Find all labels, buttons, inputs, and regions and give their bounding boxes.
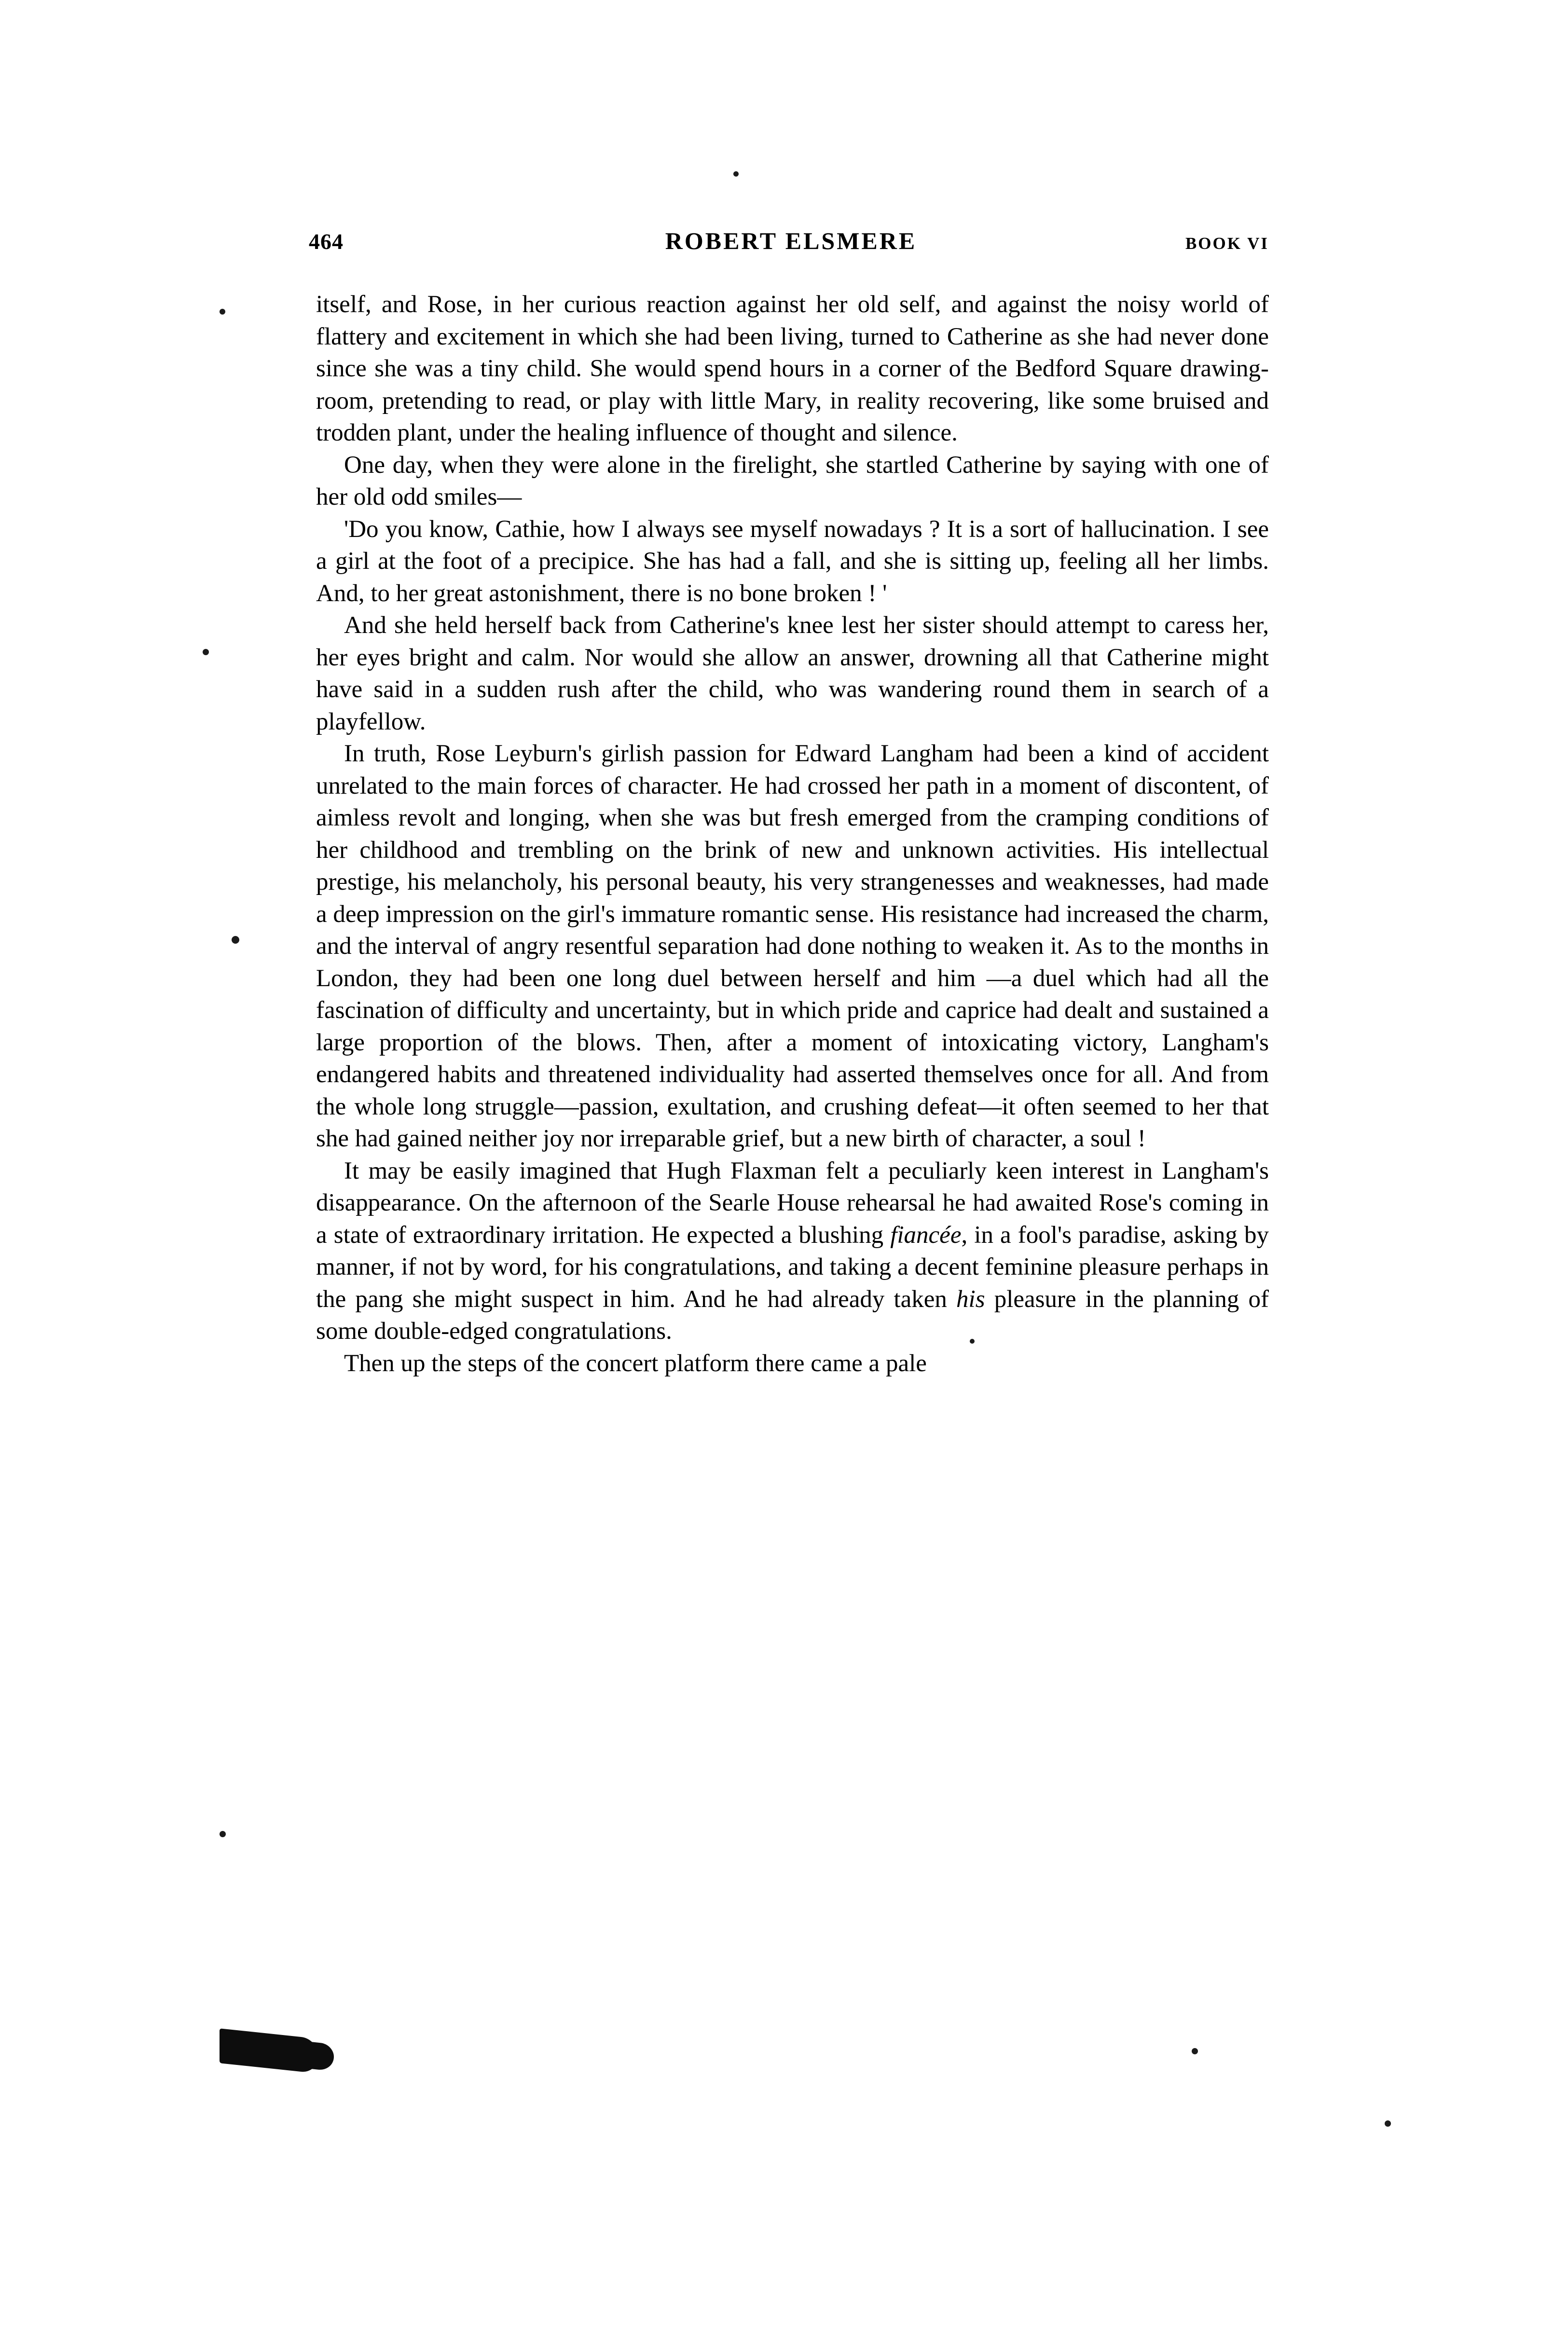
page-number: 464 — [309, 229, 344, 254]
paragraph: One day, when they were alone in the firelight, she startled Catherine by saying with one of her old odd smiles— — [316, 451, 1269, 510]
page-speck — [1385, 2120, 1391, 2127]
paragraph-with-italics: It may be easily imagined that Hugh Flaxman felt a peculiarly keen interest in Langham's disappearance. On the afternoon of the Searle House rehearsal he had awaited Rose's coming in a state of extraordinary irritation. He expected a blushing fiancée, in a fool's paradise, asking by manner, if not by word, for his congratulations, and taking a decent feminine pleasure perhaps in the pang she might suspect in him. And he had already taken his pleasure in the planning of some double-edged congratulations. — [316, 1157, 1269, 1345]
page-speck — [220, 309, 225, 315]
paragraph: In truth, Rose Leyburn's girlish passion for Edward Langham had been a kind of accident unrelated to the main forces of character. He had crossed her path in a moment of discontent, of aimless revolt and longing, when she was but fresh emerged from the cramping conditions of her childhood and trembling on the brink of new and unknown activities. His intellectual prestige, his melancholy, his personal beauty, his very strangenesses and weaknesses, had made a deep impression on the girl's immature romantic sense. His resistance had increased the charm, and the interval of angry resentful separation had done nothing to weaken it. As to the months in London, they had been one long duel between herself and him —a duel which had all the fascination of difficulty and uncertainty, but in which pride and caprice had dealt and sustained a large proportion of the blows. Then, after a moment of intoxicating victory, Langham's endangered habits and threatened individuality had asserted themselves once for all. And from the whole long struggle—passion, exultation, and crushing defeat—it often seemed to her that she had gained neither joy nor irreparable grief, but a new birth of character, a soul ! — [316, 740, 1269, 1152]
paragraph: And she held herself back from Catherine's knee lest her sister should attempt to caress her, her eyes bright and calm. Nor would she allow an answer, drowning all that Catherine might have said in a sudden rush after the child, who was wandering round them in search of a playfellow. — [316, 612, 1269, 735]
page-edge-smudge — [220, 2028, 318, 2074]
body-text — [316, 289, 1269, 1379]
page-speck — [733, 171, 739, 177]
page-speck — [220, 1831, 226, 1837]
paragraph: Then up the steps of the concert platform there came a pale — [344, 1349, 927, 1377]
paragraph: itself, and Rose, in her curious reaction against her old self, and against the noisy world of flattery and excitement in which she had been living, turned to Catherine as she had never done since she was a tiny child. She would spend hours in a corner of the Bedford Square drawing-room, pretending to read, or play with little Mary, in reality recovering, like some bruised and trodden plant, under the healing influence of thought and silence. — [316, 291, 1269, 446]
page-speck — [232, 936, 239, 944]
book-label: BOOK VI — [1185, 234, 1269, 253]
page-speck — [970, 1339, 975, 1344]
paragraph: 'Do you know, Cathie, how I always see myself nowadays ? It is a sort of hallucination. I see a girl at the foot of a precipice. She has had a fall, and she is sitting up, feeling all her limbs. And, to her great astonishment, there is no bone broken ! ' — [316, 515, 1269, 607]
running-title: ROBERT ELSMERE — [665, 227, 917, 254]
running-head — [309, 227, 1269, 256]
page-speck — [203, 649, 209, 655]
page-speck — [1192, 2048, 1198, 2054]
